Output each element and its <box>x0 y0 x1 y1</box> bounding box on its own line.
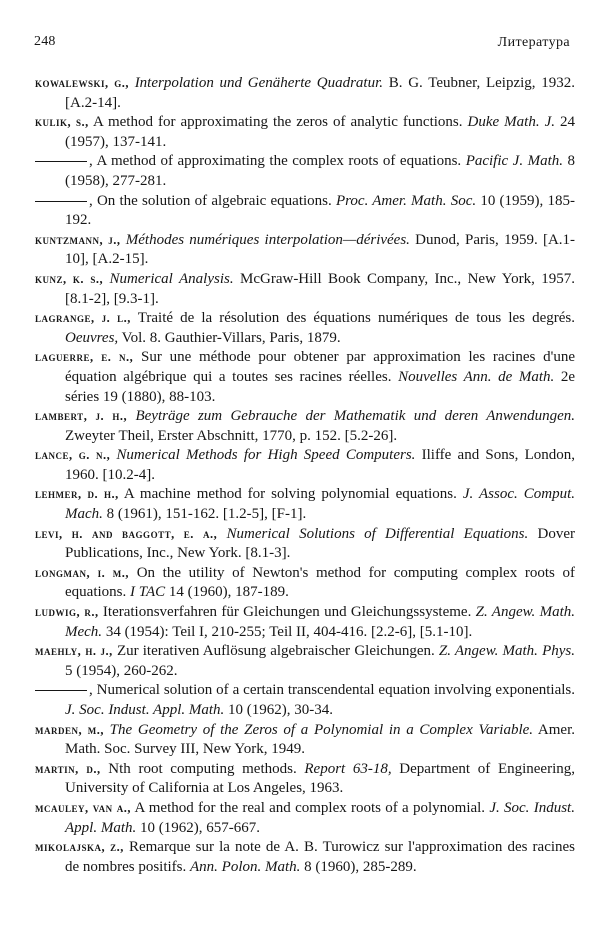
reference-details: 10 (1962), 657-667. <box>140 819 260 836</box>
reference-author: mikolajska, z., <box>35 840 124 855</box>
reference-details: 8 (1960), 285-289. <box>304 858 417 875</box>
reference-journal: Z. Angew. Math. Phys. <box>438 643 575 660</box>
reference-entry <box>35 799 575 838</box>
reference-journal: I TAC <box>130 584 166 601</box>
reference-title: Remarque sur la note de A. B. Turowicz sur l'approximation des racines de nombres positifs. <box>65 839 576 875</box>
reference-journal: Pacific J. Math. <box>465 153 563 170</box>
reference-details: 24 (1957), 137-141. <box>65 114 576 150</box>
reference-details: 8 (1961), 151-162. [1.2-5], [F-1]. <box>106 506 307 523</box>
reference-author: longman, i. m., <box>35 565 130 580</box>
reference-entry <box>35 603 575 642</box>
reference-title: On the solution of algebraic equations. <box>96 192 332 209</box>
reference-author: lance, g. n., <box>35 448 111 463</box>
reference-journal: Report 63-18, <box>304 760 392 777</box>
reference-journal: J. Soc. Indust. Appl. Math. <box>65 799 575 836</box>
reference-author: ludwig, r., <box>35 605 99 620</box>
reference-title: Sur une méthode pour obtener par approximation les racines d'une équation algébrique qui a toutes ses racines réelles. <box>65 349 576 385</box>
reference-entry <box>35 348 575 407</box>
reference-details: 8 (1958), 277-281. <box>65 153 576 189</box>
reference-title: Traité de la résolution des équations numériques de tous les degrés. <box>137 310 575 327</box>
reference-entry <box>35 231 575 270</box>
reference-details: 2e séries 19 (1880), 88-103. <box>65 368 576 405</box>
reference-author: kunz, k. s., <box>35 271 104 286</box>
page-number: 248 <box>34 34 56 49</box>
reference-title: Beyträge zum Gebrauche der Mathematik und deren Anwendungen. <box>135 408 575 425</box>
reference-title: Iterationsverfahren für Gleichungen und Gleichungssysteme. <box>102 604 472 621</box>
reference-title: Zur iterativen Auflösung algebraischer Gleichungen. <box>116 643 435 660</box>
ditto-dash <box>35 690 87 691</box>
reference-title: Nth root computing methods. <box>108 760 297 777</box>
reference-title: Méthodes numériques interpolation—dérivées. <box>125 231 410 248</box>
reference-author: laguerre, e. n., <box>35 350 134 365</box>
reference-author: kowalewski, g., <box>35 76 129 90</box>
reference-author: kulik, s., <box>35 115 89 130</box>
reference-journal: Proc. Amer. Math. Soc. <box>335 192 477 209</box>
reference-author: levi, h. and baggott, e. a., <box>35 526 218 541</box>
reference-entry <box>35 485 575 524</box>
reference-author: mcauley, van a., <box>35 800 132 815</box>
reference-entry <box>35 838 575 877</box>
ditto-dash <box>35 201 87 202</box>
running-head: Литература <box>497 35 570 50</box>
reference-details: 10 (1962), 30-34. <box>228 702 334 718</box>
reference-details: 5 (1954), 260-262. <box>65 662 178 679</box>
reference-details: Dunod, Paris, 1959. [A.1-10], [A.2-15]. <box>65 231 576 268</box>
reference-journal: Nouvelles Ann. de Math. <box>398 368 555 385</box>
reference-entry: , A method of approximating the complex roots of equations. Pacific J. Math. 8 (1958), 277-281. <box>35 152 575 191</box>
reference-entry <box>35 642 575 681</box>
reference-title: Numerical Analysis. <box>109 270 234 287</box>
reference-journal: Z. Angew. Math. Mech. <box>65 604 575 640</box>
reference-details: 14 (1960), 187-189. <box>168 584 289 601</box>
reference-entry <box>35 564 575 603</box>
reference-entry <box>35 446 575 485</box>
reference-details: 10 (1959), 185-192. <box>65 192 575 229</box>
reference-author: marden, m., <box>35 722 104 737</box>
reference-title: A machine method for solving polynomial equations. <box>123 486 457 503</box>
reference-title: On the utility of Newton's method for computing complex roots of equations. <box>65 564 576 601</box>
reference-author: kuntzmann, j., <box>35 232 121 247</box>
reference-author: martin, d., <box>35 761 101 776</box>
reference-details: Vol. 8. Gauthier-Villars, Paris, 1879. <box>121 329 341 346</box>
reference-entry <box>35 407 575 446</box>
reference-author: lambert, j. h., <box>35 409 128 424</box>
reference-entry <box>35 760 575 799</box>
reference-entry <box>35 721 575 760</box>
reference-details: Amer. Math. Soc. Survey III, New York, 1949. <box>65 721 575 758</box>
reference-entry: , Numerical solution of a certain transcendental equation involving exponentials. J. Soc. Indust. Appl. Math. 10 (1962), 30-34. <box>35 681 575 720</box>
reference-title: Interpolation und Genäherte Quadratur. <box>134 75 384 91</box>
reference-details: Dover Publications, Inc., New York. [8.1-3]. <box>65 525 576 562</box>
reference-author: lagrange, j. l., <box>35 311 131 326</box>
reference-author: lehmer, d. h., <box>35 487 119 502</box>
reference-details: Zweyter Theil, Erster Abschnitt, 1770, p. 152. [5.2-26]. <box>65 427 398 444</box>
reference-details: Department of Engineering, University of California at Los Angeles, 1963. <box>65 760 575 797</box>
reference-journal: Duke Math. J. <box>467 114 556 131</box>
reference-details: 34 (1954): Teil I, 210-255; Teil II, 404-416. [2.2-6], [5.1-10]. <box>105 623 473 640</box>
reference-journal: J. Assoc. Comput. Mach. <box>65 486 575 523</box>
reference-title: Numerical solution of a certain transcendental equation involving exponentials. <box>96 682 575 699</box>
reference-title: A method of approximating the complex roots of equations. <box>96 153 462 170</box>
reference-journal: Oeuvres, <box>65 329 119 346</box>
reference-title: A method for the real and complex roots of a polynomial. <box>134 799 486 816</box>
reference-entry <box>35 525 575 564</box>
reference-title: The Geometry of the Zeros of a Polynomial in a Complex Variable. <box>109 721 534 738</box>
reference-title: A method for approximating the zeros of analytic functions. <box>92 114 463 131</box>
reference-entry: , On the solution of algebraic equations. Proc. Amer. Math. Soc. 10 (1959), 185-192. <box>35 192 575 231</box>
reference-journal: J. Soc. Indust. Appl. Math. <box>65 702 225 718</box>
reference-entry <box>35 309 575 348</box>
ditto-dash <box>35 161 87 162</box>
reference-details: B. G. Teubner, Leipzig, 1932. [A.2-14]. <box>65 75 575 111</box>
reference-journal: Ann. Polon. Math. <box>190 858 301 875</box>
reference-entry <box>35 270 575 309</box>
reference-entry <box>35 113 575 152</box>
reference-details: Iliffe and Sons, London, 1960. [10.2-4]. <box>65 447 575 483</box>
reference-title: Numerical Methods for High Speed Computers. <box>116 447 416 464</box>
reference-details: McGraw-Hill Book Company, Inc., New York, 1957. [8.1-2], [9.3-1]. <box>65 270 576 307</box>
reference-list <box>35 74 575 877</box>
reference-entry <box>35 74 575 113</box>
reference-author: maehly, h. j., <box>35 644 113 659</box>
reference-title: Numerical Solutions of Differential Equations. <box>226 525 529 542</box>
